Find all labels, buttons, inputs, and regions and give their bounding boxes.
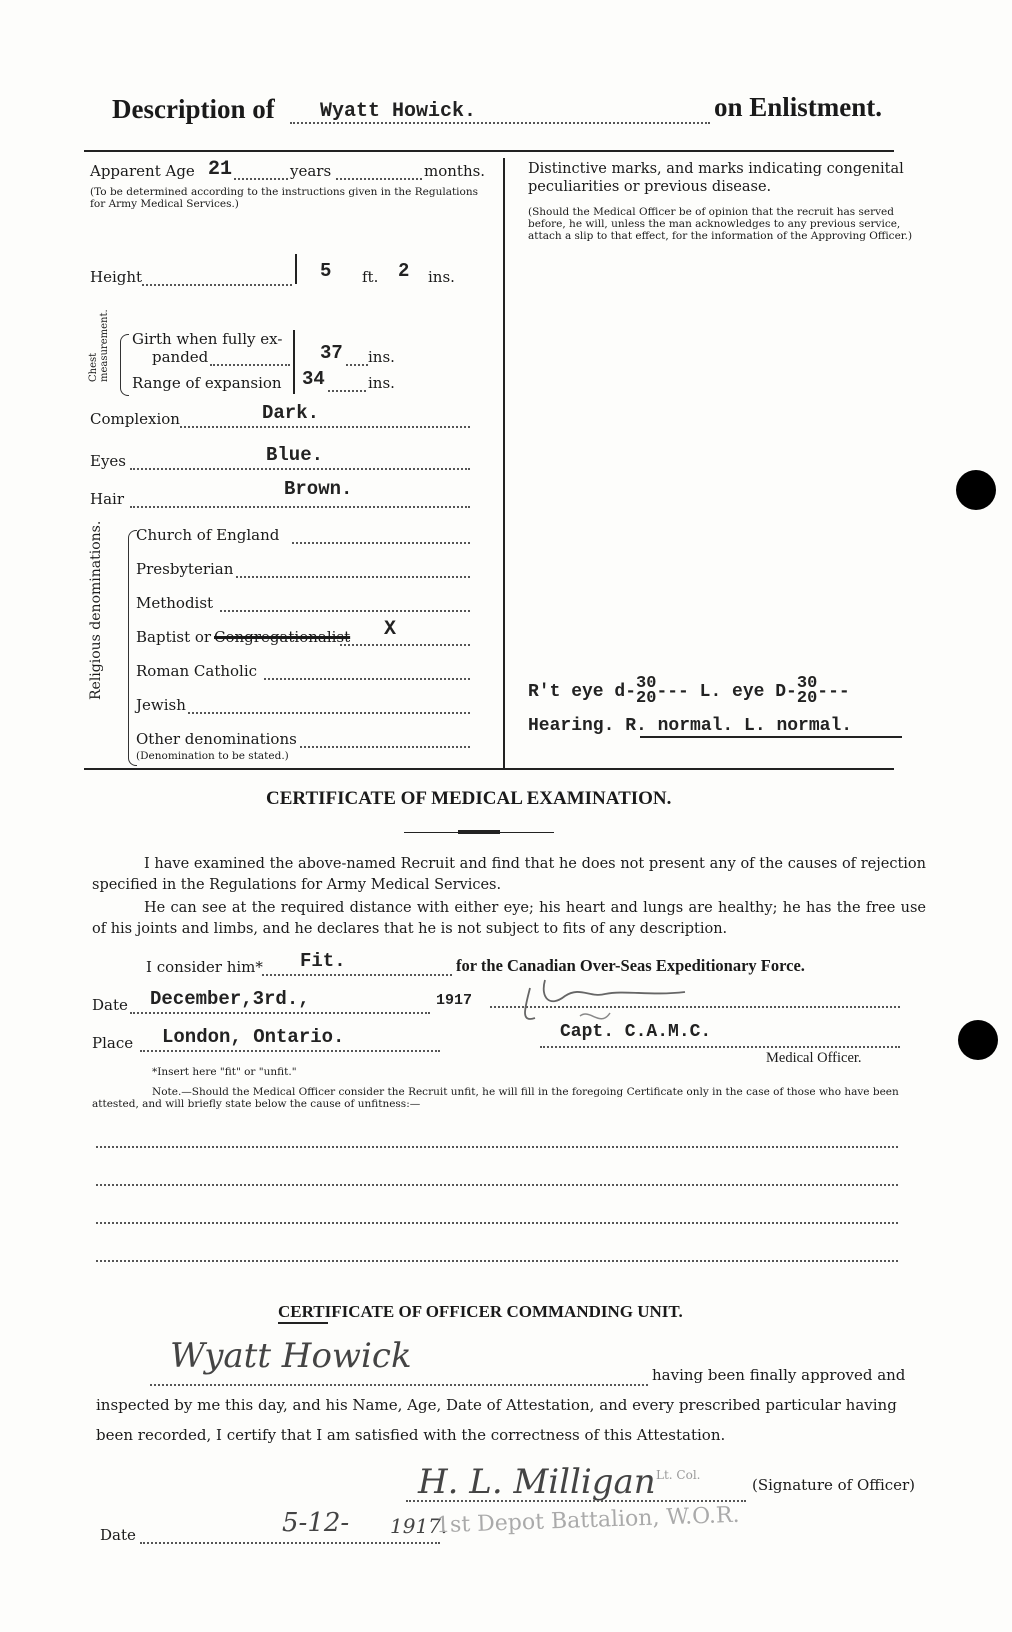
age-label: Apparent Age xyxy=(90,162,195,180)
approval-line-1: having been finally approved and xyxy=(652,1366,906,1384)
religion-church-of-england: Church of England xyxy=(136,526,280,544)
range-label: Range of expansion xyxy=(132,374,282,392)
medical-officer-signature xyxy=(510,968,710,1038)
officer-signature: H. L. Milligan xyxy=(418,1462,656,1502)
years-label: years xyxy=(290,162,332,180)
medical-note: Note.—Should the Medical Officer consider the Recruit unfit, he will fill in the foregoing Certificate only in the case of those who have been attested, and will briefly state below the cause of unfitness:— xyxy=(92,1086,899,1110)
chest-label: Chest measurement. xyxy=(88,309,110,382)
force-text: for the Canadian Over-Seas Expeditionary Force. xyxy=(456,956,805,975)
eyes-value: Blue. xyxy=(266,444,324,466)
ins-label-height: ins. xyxy=(428,268,455,286)
medical-officer-label: Medical Officer. xyxy=(766,1050,862,1066)
exam-date: December,3rd., xyxy=(150,988,310,1010)
fit-value: Fit. xyxy=(300,950,346,972)
girth-value: 37 xyxy=(320,342,343,364)
months-label: months. xyxy=(424,162,486,180)
officer-title: CERTIFICATE OF OFFICER COMMANDING UNIT. xyxy=(278,1302,683,1321)
religion-roman-catholic: Roman Catholic xyxy=(136,662,258,680)
height-label: Height xyxy=(90,268,143,286)
officer-rank-stamp: Lt. Col. xyxy=(656,1468,701,1482)
baptist-mark: X xyxy=(384,618,397,641)
range-value: 34 xyxy=(302,368,325,390)
hearing-line: Hearing. R. normal. L. normal. xyxy=(528,716,853,736)
exam-place: London, Ontario. xyxy=(162,1026,345,1048)
religion-presbyterian: Presbyterian xyxy=(136,560,234,578)
medical-para-2: He can see at the required distance with either eye; his heart and lungs are healthy; he has the free use of his joints and limbs, and he declares that he is not subject to fits of any description. xyxy=(92,900,926,937)
girth-unit: ins. xyxy=(368,348,395,366)
age-note: (To be determined according to the instructions given in the Regulations for Army Medical Services.) xyxy=(90,186,478,210)
officer-rank: Capt. C.A.M.C. xyxy=(560,1022,712,1042)
eye-l-bottom: 20 xyxy=(796,689,818,708)
unit-stamp: 1st Depot Battalion, W.O.R. xyxy=(435,1502,740,1539)
header-rule xyxy=(84,150,894,152)
marks-note: (Should the Medical Officer be of opinion that the recruit has served before, he will, unless the man acknowledges to any previous service, attach a slip to that effect, for the information of the Approving Officer.) xyxy=(528,206,913,242)
recruit-signature: Wyatt Howick xyxy=(170,1336,412,1376)
girth-label-2: panded xyxy=(152,348,209,366)
eye-r-top: 30 xyxy=(636,674,657,693)
religion-other: Other denominations xyxy=(136,730,297,748)
eyes-label: Eyes xyxy=(90,452,126,470)
consider-label: I consider him* xyxy=(146,958,263,976)
height-in: 2 xyxy=(398,260,410,282)
punch-hole-top xyxy=(956,470,996,510)
religion-methodist: Methodist xyxy=(136,594,214,612)
punch-hole-bottom xyxy=(958,1020,998,1060)
marks-heading: Distinctive marks, and marks indicating congenital peculiarities or previous disease. xyxy=(528,161,904,195)
date-label: Date xyxy=(92,996,128,1014)
approval-line-2: inspected by me this day, and his Name, Age, Date of Attestation, and every prescribed particular having xyxy=(96,1396,897,1414)
complexion-label: Complexion xyxy=(90,410,180,428)
place-label: Place xyxy=(92,1034,134,1052)
officer-date-year: 1917. xyxy=(390,1514,448,1538)
range-unit: ins. xyxy=(368,374,395,392)
girth-label-1: Girth when fully ex- xyxy=(132,330,283,348)
religion-congregationalist-struck: Congregationalist xyxy=(214,628,351,646)
hair-label: Hair xyxy=(90,490,124,508)
religion-jewish: Jewish xyxy=(136,696,186,714)
eye-l-top: 30 xyxy=(796,674,818,693)
approval-line-3: been recorded, I certify that I am satisfied with the correctness of this Attestation. xyxy=(96,1426,726,1444)
medical-title: CERTIFICATE OF MEDICAL EXAMINATION. xyxy=(266,788,672,809)
religion-label: Religious denominations. xyxy=(88,520,104,700)
medical-footnote: *Insert here "fit" or "unfit." xyxy=(152,1066,297,1078)
section-rule xyxy=(84,768,894,770)
title-suffix: on Enlistment. xyxy=(714,92,883,122)
officer-date-label: Date xyxy=(100,1526,136,1544)
religion-baptist: Baptist or xyxy=(136,628,212,646)
other-note: (Denomination to be stated.) xyxy=(136,750,289,762)
age-value: 21 xyxy=(208,158,233,181)
complexion-value: Dark. xyxy=(262,402,320,424)
eye-test-line: R't eye d-30 20--- L. eye D-30 20--- xyxy=(528,674,850,708)
title-prefix: Description of xyxy=(112,94,275,124)
recruit-name: Wyatt Howick. xyxy=(320,100,477,123)
officer-date: 5-12- xyxy=(282,1508,350,1538)
column-divider xyxy=(503,158,505,768)
hair-value: Brown. xyxy=(284,478,353,500)
ft-label: ft. xyxy=(362,268,379,286)
signature-of-officer-label: (Signature of Officer) xyxy=(752,1476,916,1494)
eye-r-bottom: 20 xyxy=(636,689,657,708)
height-ft: 5 xyxy=(320,260,332,282)
exam-year: 1917 xyxy=(436,992,473,1009)
medical-para-1: I have examined the above-named Recruit and find that he does not present any of the causes of rejection specified in the Regulations for Army Medical Services. xyxy=(92,856,926,893)
